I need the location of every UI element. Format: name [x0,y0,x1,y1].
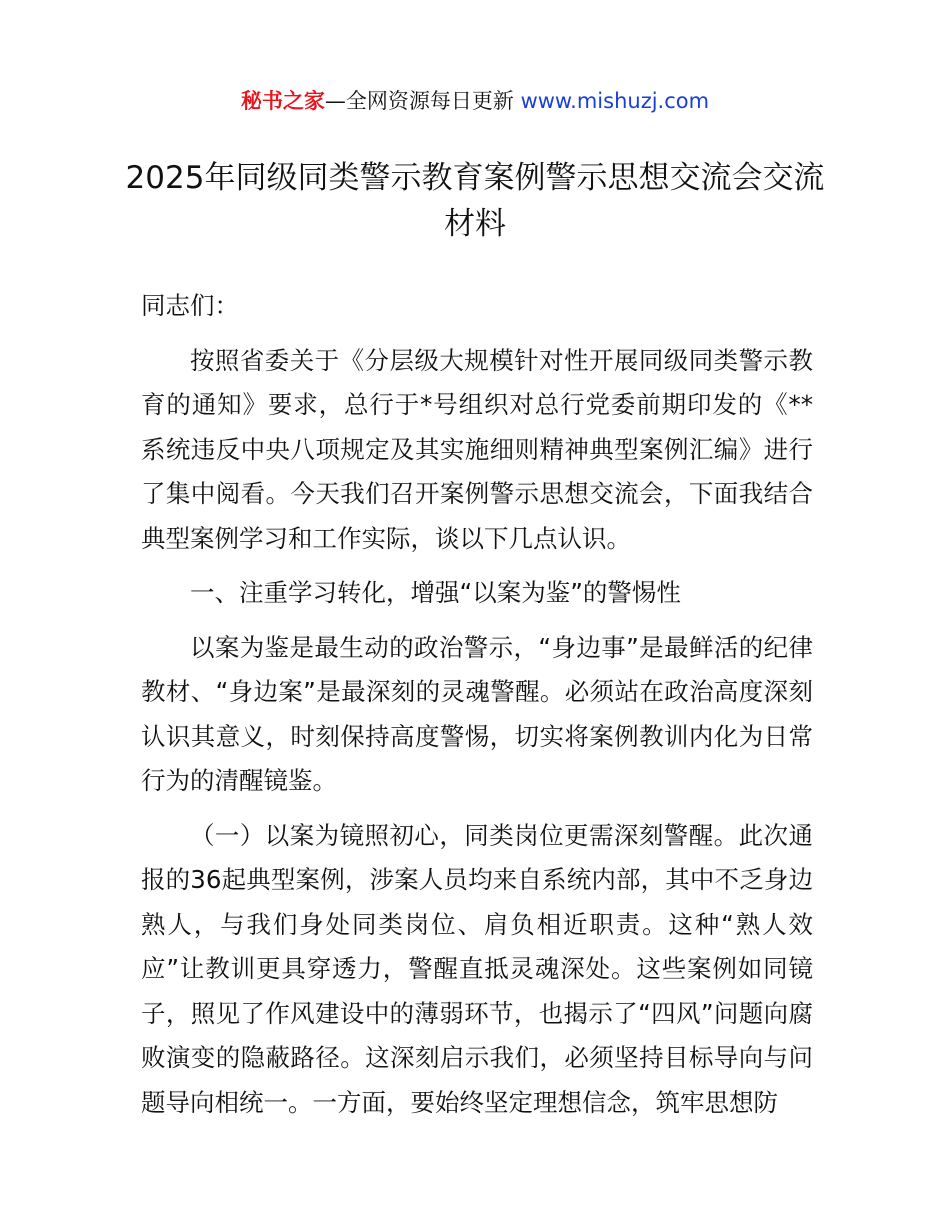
site-url-link[interactable]: www.mishuzj.com [520,89,710,113]
document-body [141,284,813,1125]
spacer [141,561,813,571]
site-slogan: —全网资源每日更新 [324,89,514,113]
site-header-banner [0,86,950,116]
section-heading-1: 一、注重学习转化，增强“以案为鉴”的警惕性 [190,578,681,607]
paragraph-section-1: 以案为鉴是最生动的政治警示，“身边事”是最鲜活的纪律教材、“身边案”是最深刻的灵魂警醒。必须站在政治高度深刻认识其意义，时刻保持高度警惕，切实将案例教训内化为日常行为的清醒镜鉴。 [141,632,813,795]
paragraph-subsection-1: （一）以案为镜照初心，同类岗位更需深刻警醒。此次通报的36起典型案例，涉案人员均来自系统内部，其中不乏身边熟人，与我们身处同类岗位、肩负相近职责。这种“熟人效应”让教训更具穿透力，警醒直抵灵魂深处。这些案例如同镜子，照见了作风建设中的薄弱环节，也揭示了“四风”问题向腐败演变的隐蔽路径。这深刻启示我们，必须坚持目标导向与问题导向相统一。一方面，要始终坚定理想信念，筑牢思想防 [141,820,813,1117]
spacer [141,329,813,339]
paragraph-intro: 按照省委关于《分层级大规模针对性开展同级同类警示教育的通知》要求，总行于*号组织对总行党委前期印发的《**系统违反中央八项规定及其实施细则精神典型案例汇编》进行了集中阅看。今天我们召开案例警示思想交流会，下面我结合典型案例学习和工作实际，谈以下几点认识。 [141,345,813,553]
spacer [141,616,813,626]
site-brand: 秘书之家 [240,89,325,113]
document-title: 2025年同级同类警示教育案例警示思想交流会交流材料 [125,160,825,242]
salutation: 同志们： [141,291,239,320]
spacer [141,804,813,814]
